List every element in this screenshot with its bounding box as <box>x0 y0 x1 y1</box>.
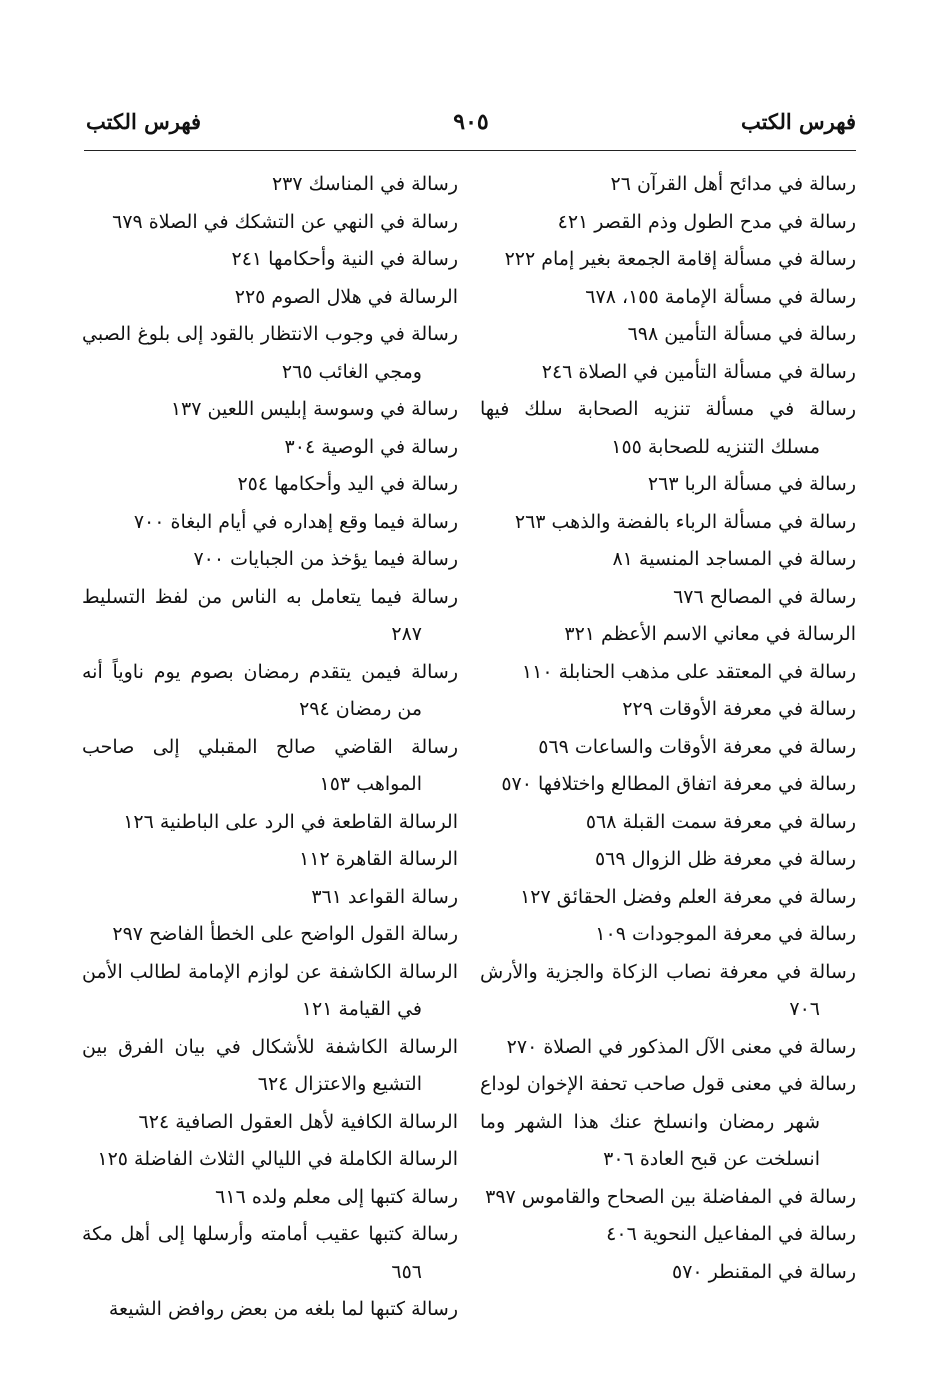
index-entry: رسالة في مسألة الربا ٢٦٣ <box>647 473 856 495</box>
index-entry: رسالة في المقنطر ٥٧٠ <box>672 1260 856 1283</box>
index-entry: الرسالة الكاملة في الليالي الثلاث الفاضلة ١٢٥ <box>97 1148 458 1170</box>
index-entry: رسالة القول الواضح على الخطأ الفاضح ٢٩٧ <box>112 923 458 945</box>
index-entry: رسالة فيما يتعامل به الناس من لفظ التسليط ٢٨٧ <box>82 585 458 645</box>
index-entry: رسالة في وجوب الانتظار بالقود إلى بلوغ الصبي ومجي الغائب ٢٦٥ <box>82 323 458 383</box>
index-entry: رسالة كتبها لما بلغه من بعض روافض الشيعة <box>108 1298 458 1320</box>
index-entry: رسالة في النية وأحكامها ٢٤١ <box>231 248 458 270</box>
index-entry: رسالة في المفاضلة بين الصحاح والقاموس ٣٩٧ <box>485 1185 856 1208</box>
index-entry: الرسالة القاهرة ١١٢ <box>299 848 458 870</box>
index-entry: رسالة القاضي صالح المقبلي إلى صاحب المواهب ١٥٣ <box>82 735 458 795</box>
index-entry: الرسالة الكاشفة للأشكال في بيان الفرق بين التشيع والاعتزال ٦٢٤ <box>82 1035 458 1095</box>
index-entry: رسالة في معرفة ظل الزوال ٥٦٩ <box>594 848 856 870</box>
index-column-right <box>480 166 856 1291</box>
index-entry: رسالة في المصالح ٦٧٦ <box>673 585 856 608</box>
index-entry: رسالة فيما وقع إهداره في أيام البغاة ٧٠٠ <box>133 510 458 533</box>
index-entry: رسالة في معرفة الأوقات ٢٢٩ <box>622 698 856 720</box>
index-entry: الرسالة الكاشفة عن لوازم الإمامة لطالب الأمن في القيامة ١٢١ <box>82 960 458 1020</box>
index-entry: الرسالة في معاني الاسم الأعظم ٣٢١ <box>564 623 856 645</box>
index-entry: رسالة في معرفة اتفاق المطالع واختلافها ٥٧٠ <box>501 773 856 795</box>
running-title-left: فهرس الكتب <box>86 109 202 134</box>
index-entry: رسالة في مسألة الإمامة ١٥٥، ٦٧٨ <box>585 285 856 308</box>
index-entry: رسالة في المناسك ٢٣٧ <box>271 173 458 195</box>
index-entry: رسالة كتبها إلى معلم ولده ٦١٦ <box>215 1185 458 1208</box>
index-entry: رسالة في اليد وأحكامها ٢٥٤ <box>237 473 458 495</box>
index-column-left <box>82 166 458 1329</box>
index-entry: رسالة في مسألة إقامة الجمعة بغير إمام ٢٢٢ <box>504 248 856 270</box>
index-entry: رسالة كتبها عقيب أمامته وأرسلها إلى أهل مكة ٦٥٦ <box>82 1223 458 1283</box>
index-entry: رسالة في مدح الطول وذم القصر ٤٢١ <box>557 210 856 233</box>
index-entry: رسالة في المساجد المنسية ٨١ <box>612 548 856 570</box>
index-entry: رسالة في معنى الآل المذكور في الصلاة ٢٧٠ <box>506 1035 856 1058</box>
index-entry: رسالة في مسألة تنزيه الصحابة سلك فيها مسلك التنزيه للصحابة ١٥٥ <box>480 398 856 458</box>
index-entry: رسالة في الوصية ٣٠٤ <box>284 435 458 458</box>
index-entry: رسالة في مسألة التأمين ٦٩٨ <box>627 323 856 345</box>
index-entry: رسالة في وسوسة إبليس اللعين ١٣٧ <box>170 398 458 420</box>
index-entry: رسالة في مسألة التأمين في الصلاة ٢٤٦ <box>541 360 856 383</box>
index-entry: رسالة في معنى قول صاحب تحفة الإخوان لوداع شهر رمضان وانسلخ عنك هذا الشهر وما انسلخت عن قبح العادة ٣٠٦ <box>480 1073 856 1170</box>
index-entry: الرسالة الكافية لأهل العقول الصافية ٦٢٤ <box>138 1110 458 1133</box>
index-entry: رسالة في معرفة سمت القبلة ٥٦٨ <box>585 810 856 833</box>
index-entry: رسالة في معرفة نصاب الزكاة والجزية والأرش ٧٠٦ <box>480 960 856 1020</box>
index-entry: الرسالة القاطعة في الرد على الباطنية ١٢٦ <box>123 810 458 833</box>
index-entry: رسالة في مدائح أهل القرآن ٢٦ <box>610 173 856 195</box>
index-entry: رسالة القواعد ٣٦١ <box>311 885 458 908</box>
running-title-right: فهرس الكتب <box>740 109 856 134</box>
index-entry: رسالة في المفاعيل النحوية ٤٠٦ <box>606 1223 856 1245</box>
index-entry: رسالة فيمن يتقدم رمضان بصوم يوم ناوياً أنه من رمضان ٢٩٤ <box>82 660 458 720</box>
index-entry: الرسالة في هلال الصوم ٢٢٥ <box>234 285 458 308</box>
index-entry: رسالة في معرفة العلم وفضل الحقائق ١٢٧ <box>520 885 856 908</box>
page-header <box>86 108 856 142</box>
index-entry: رسالة في معرفة الأوقات والساعات ٥٦٩ <box>538 735 856 758</box>
index-entry: رسالة في معرفة الموجودات ١٠٩ <box>595 923 856 945</box>
index-entry: رسالة في المعتقد على مذهب الحنابلة ١١٠ <box>521 660 856 683</box>
page-number: ٩٠٥ <box>453 109 489 135</box>
header-rule <box>84 150 856 151</box>
index-entry: رسالة في النهي عن التشكك في الصلاة ٦٧٩ <box>112 210 458 233</box>
index-entry: رسالة فيما يؤخذ من الجبايات ٧٠٠ <box>193 548 458 570</box>
index-entry: رسالة في مسألة الرباء بالفضة والذهب ٢٦٣ <box>514 510 856 533</box>
